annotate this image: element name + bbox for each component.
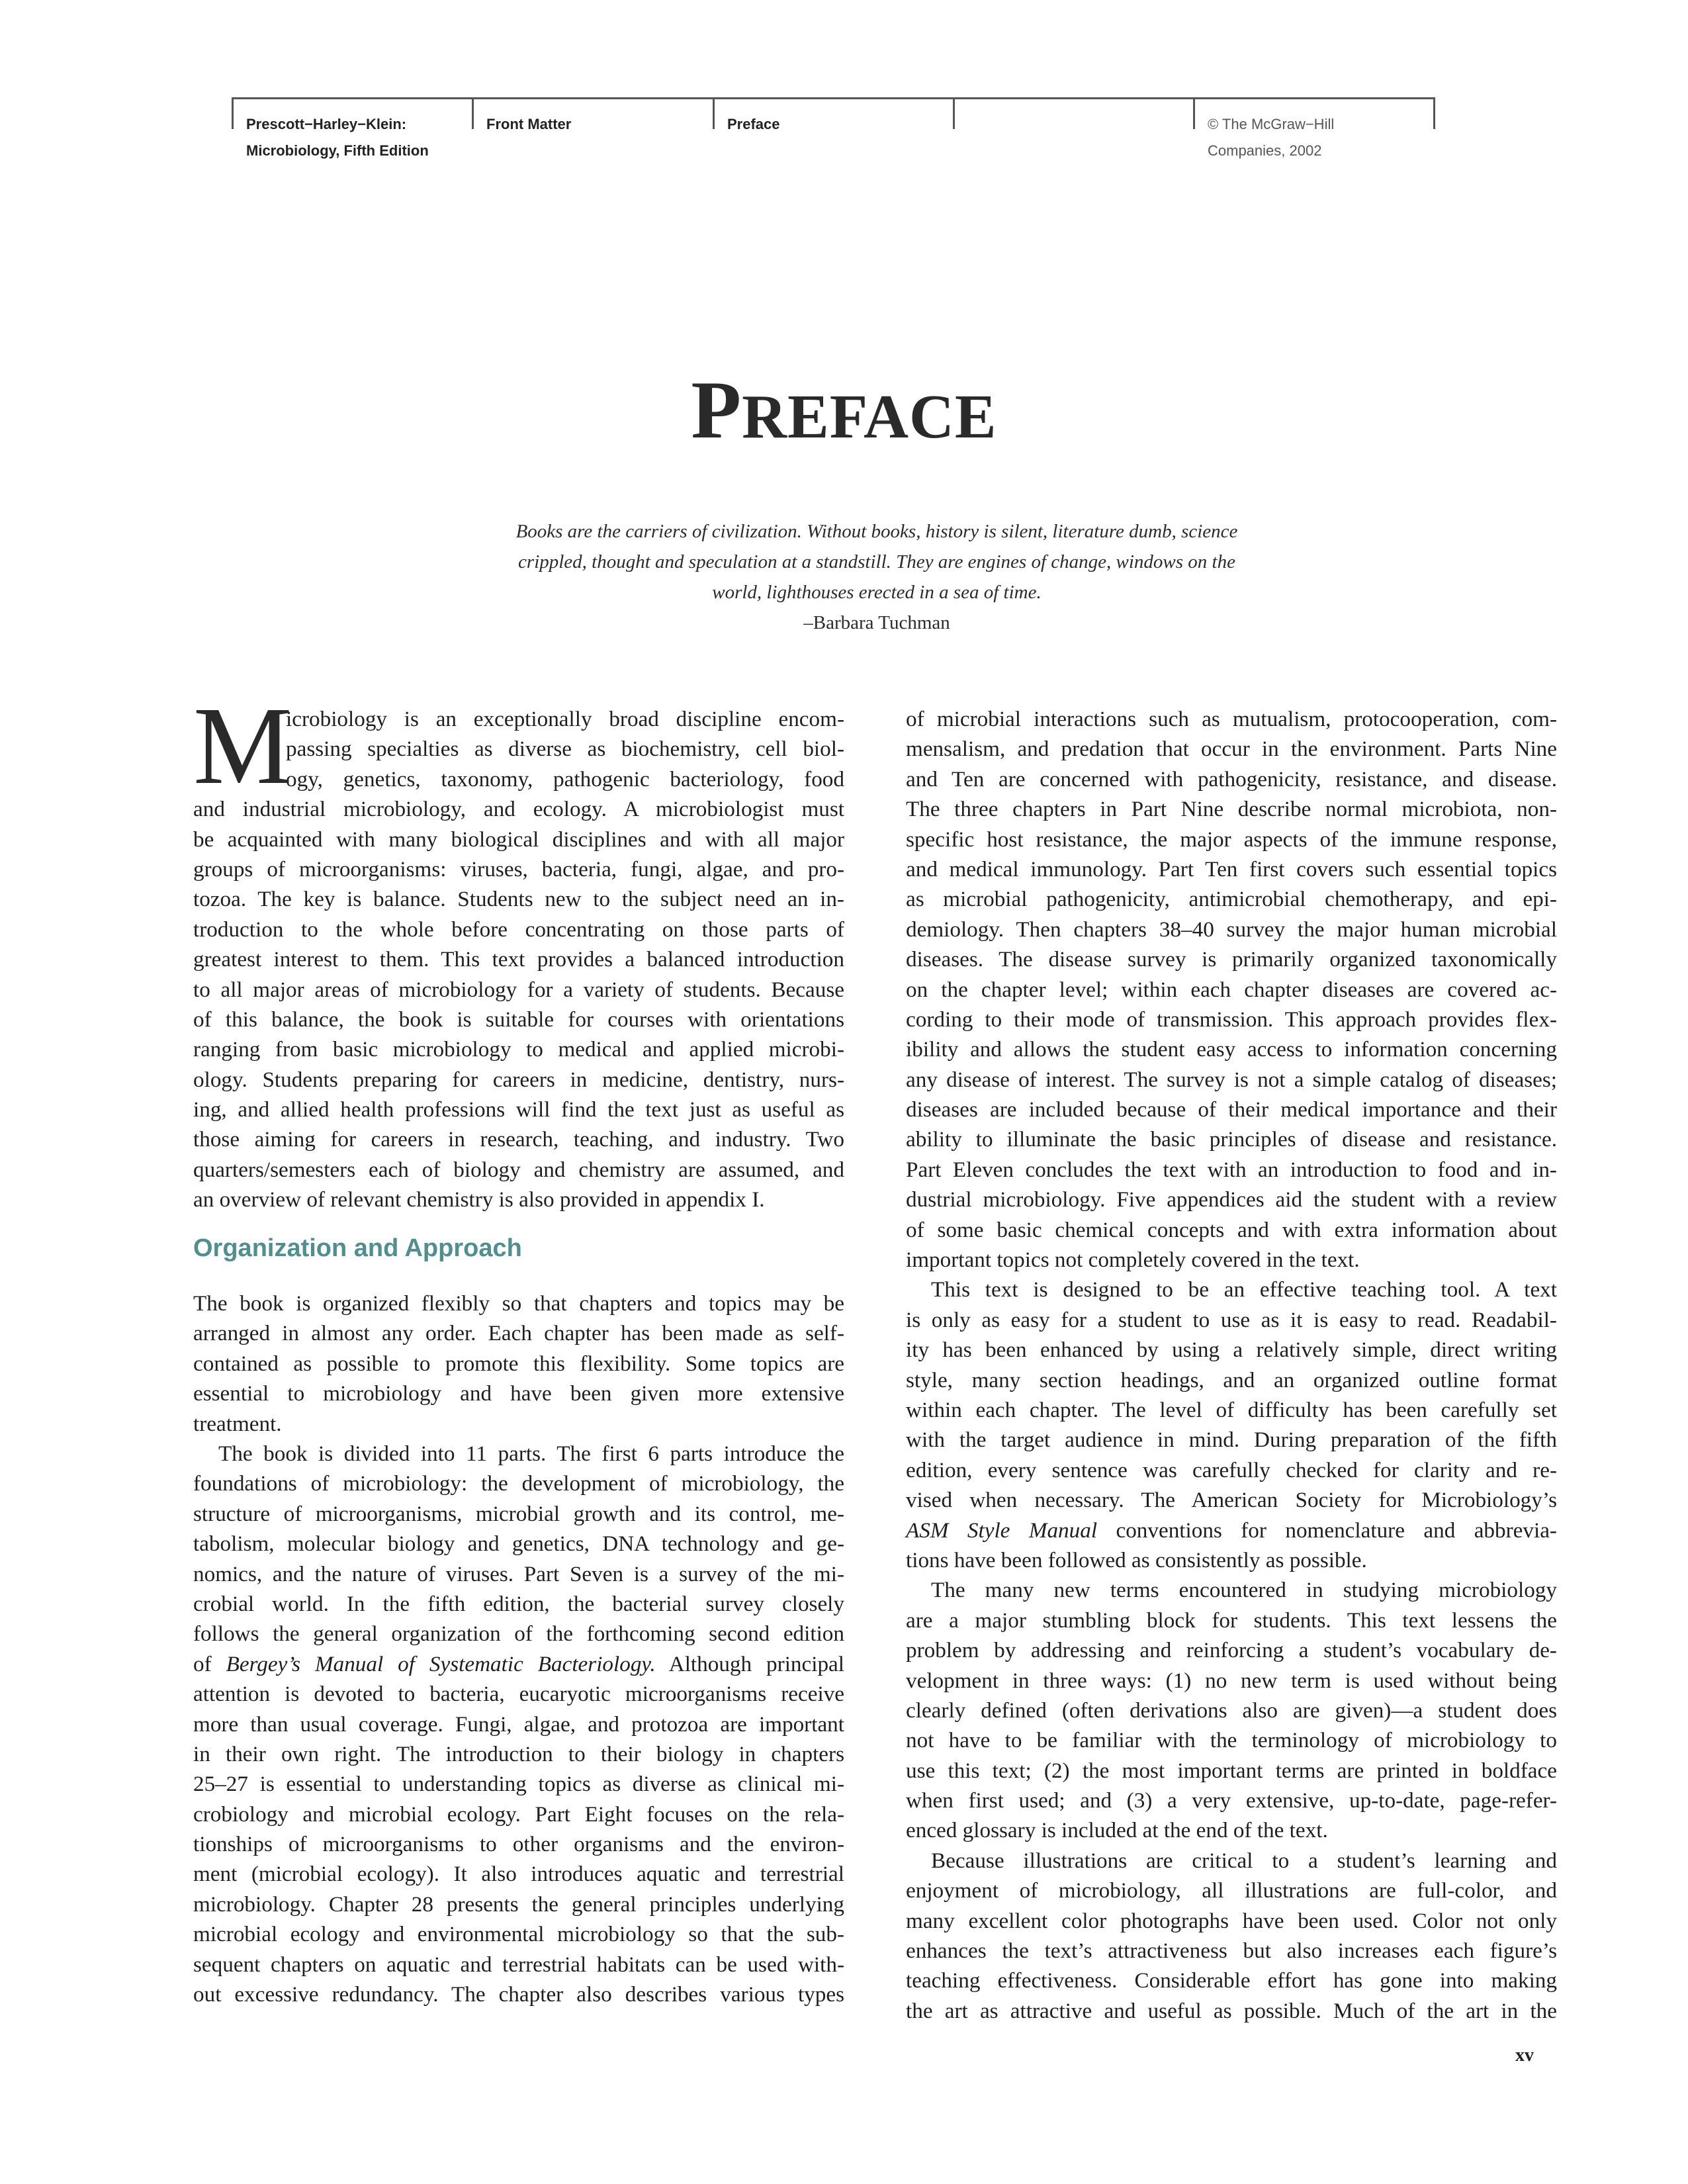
- text-line: The many new terms encountered in studying microbiology: [931, 1578, 1557, 1603]
- text-line: tabolism, molecular biology and genetics, DNA technology and ge-: [193, 1531, 844, 1557]
- text-line: is only as easy for a student to use as it is easy to read. Readabil-: [906, 1307, 1557, 1332]
- text-run: Although principal: [668, 1651, 844, 1676]
- text-line: and Ten are concerned with pathogenicity, resistance, and disease.: [906, 766, 1557, 792]
- text-line: ibility and allows the student easy access to information concerning: [906, 1037, 1557, 1062]
- teaching-tool-paragraph: [906, 1275, 1557, 1575]
- text-line: important topics not completely covered in the text.: [906, 1248, 1360, 1273]
- text-run: of: [193, 1651, 212, 1676]
- header-book-title: Microbiology, Fifth Edition: [246, 142, 429, 159]
- page-title: [0, 367, 1688, 460]
- header-divider: [953, 97, 955, 129]
- parts-paragraph: [193, 1439, 844, 2009]
- text-line: any disease of interest. The survey is not a simple catalog of diseases;: [906, 1067, 1557, 1092]
- text-line: specific host resistance, the major aspects of the immune response,: [906, 827, 1557, 852]
- text-line: microbiology. Chapter 28 presents the general principles underlying: [193, 1891, 844, 1917]
- header-authors: Prescott−Harley−Klein:: [246, 116, 407, 132]
- text-line: velopment in three ways: (1) no new term is used without being: [906, 1668, 1557, 1693]
- text-line: [193, 1649, 844, 1679]
- right-column: [906, 704, 1557, 2026]
- text-line: Part Eleven concludes the text with an introduction to food and in-: [906, 1157, 1557, 1182]
- text-line: to all major areas of microbiology for a variety of students. Because: [193, 977, 844, 1002]
- header-divider: [1433, 97, 1435, 129]
- page-number: xv: [1515, 2045, 1534, 2066]
- text-line: on the chapter level; within each chapter diseases are covered ac-: [906, 977, 1557, 1002]
- text-line: enjoyment of microbiology, all illustrations are full-color, and: [906, 1878, 1557, 1903]
- text-line: ogy, genetics, taxonomy, pathogenic bacteriology, food: [286, 766, 844, 792]
- text-line: out excessive redundancy. The chapter also describes various types: [193, 1982, 844, 2007]
- text-line: structure of microorganisms, microbial growth and its control, me-: [193, 1501, 844, 1526]
- book-title-italic: Bergey’s Manual of Systematic Bacteriology.: [226, 1651, 656, 1676]
- text-line: teaching effectiveness. Considerable effort has gone into making: [906, 1968, 1557, 1993]
- text-line: diseases are included because of their medical importance and their: [906, 1097, 1557, 1122]
- text-line: mensalism, and predation that occur in the environment. Parts Nine: [906, 737, 1557, 762]
- copyright-line: © The McGraw−Hill: [1208, 116, 1335, 132]
- text-line: style, many section headings, and an organized outline format: [906, 1367, 1557, 1392]
- text-line: within each chapter. The level of difficulty has been carefully set: [906, 1397, 1557, 1422]
- style-manual-italic: ASM Style Manual: [906, 1518, 1098, 1543]
- text-line: are a major stumbling block for students. This text lessens the: [906, 1608, 1557, 1633]
- copyright-line: Companies, 2002: [1208, 142, 1322, 159]
- text-line: with the target audience in mind. During preparation of the fifth: [906, 1428, 1557, 1453]
- text-line: The book is divided into 11 parts. The first 6 parts introduce the: [218, 1441, 844, 1466]
- text-line: groups of microorganisms: viruses, bacteria, fungi, algae, and pro-: [193, 856, 844, 882]
- header-divider: [232, 97, 234, 129]
- drop-cap: M: [193, 684, 292, 807]
- header-divider: [1193, 97, 1195, 129]
- text-line: [906, 1516, 1557, 1545]
- header-rule: [232, 97, 1435, 99]
- text-line: crobiology and microbial ecology. Part Eight focuses on the rela-: [193, 1801, 844, 1827]
- text-line: ability to illuminate the basic principles of disease and resistance.: [906, 1127, 1557, 1152]
- text-line: an overview of relevant chemistry is also provided in appendix I.: [193, 1187, 765, 1212]
- text-line: icrobiology is an exceptionally broad discipline encom-: [286, 707, 844, 731]
- text-line: The book is organized flexibly so that chapters and topics may be: [193, 1291, 844, 1316]
- text-line: attention is devoted to bacteria, eucaryotic microorganisms receive: [193, 1682, 844, 1707]
- text-line: dustrial microbiology. Five appendices aid the student with a review: [906, 1187, 1557, 1212]
- left-column: [193, 684, 844, 2009]
- text-line: treatment.: [193, 1411, 282, 1436]
- text-line: not have to be familiar with the terminology of microbiology to: [906, 1728, 1557, 1753]
- text-line: crobial world. In the fifth edition, the bacterial survey closely: [193, 1591, 844, 1616]
- text-line: tionships of microorganisms to other organisms and the environ-: [193, 1832, 844, 1857]
- text-line: contained as possible to promote this flexibility. Some topics are: [193, 1351, 844, 1376]
- text-line: foundations of microbiology: the development of microbiology, the: [193, 1471, 844, 1496]
- text-line: The three chapters in Part Nine describe normal microbiota, non-: [906, 797, 1557, 822]
- header-chapter: Preface: [727, 116, 780, 132]
- epigraph: [450, 516, 1304, 638]
- epigraph-line: crippled, thought and speculation at a standstill. They are engines of change, windows on the: [518, 551, 1235, 572]
- header-divider: [472, 97, 474, 129]
- text-line: This text is designed to be an effective teaching tool. A text: [931, 1277, 1557, 1302]
- organization-paragraph: [193, 1289, 844, 1439]
- text-line: the art as attractive and useful as possible. Much of the art in the: [906, 1998, 1557, 2023]
- text-line: ing, and allied health professions will find the text just as useful as: [193, 1097, 844, 1122]
- text-line: ment (microbial ecology). It also introduces aquatic and terrestrial: [193, 1862, 844, 1887]
- section-heading: Organization and Approach: [193, 1234, 522, 1262]
- text-line: edition, every sentence was carefully checked for clarity and re-: [906, 1457, 1557, 1482]
- header-part: Front Matter: [486, 116, 572, 132]
- text-line: ology. Students preparing for careers in medicine, dentistry, nurs-: [193, 1067, 844, 1092]
- text-line: passing specialties as diverse as biochemistry, cell biol-: [286, 737, 844, 762]
- illustrations-paragraph: [906, 1846, 1557, 2026]
- text-line: many excellent color photographs have been used. Color not only: [906, 1908, 1557, 1933]
- text-line: ranging from basic microbiology to medical and applied microbi-: [193, 1037, 844, 1062]
- text-line: arranged in almost any order. Each chapter has been made as self-: [193, 1321, 844, 1346]
- epigraph-attribution: –Barbara Tuchman: [803, 612, 950, 633]
- text-line: microbial ecology and environmental microbiology so that the sub-: [193, 1922, 844, 1947]
- text-run: conventions for nomenclature and abbrevia-: [1116, 1518, 1557, 1543]
- text-line: clearly defined (often derivations also are given)—a student does: [906, 1698, 1557, 1723]
- text-line: more than usual coverage. Fungi, algae, and protozoa are important: [193, 1711, 844, 1737]
- epigraph-line: Books are the carriers of civilization. Without books, history is silent, literature dumb, science: [515, 521, 1238, 542]
- text-line: Because illustrations are critical to a student’s learning and: [931, 1848, 1557, 1873]
- text-line: in their own right. The introduction to their biology in chapters: [193, 1741, 844, 1766]
- text-line: enced glossary is included at the end of the text.: [906, 1818, 1328, 1843]
- text-line: follows the general organization of the forthcoming second edition: [193, 1621, 844, 1647]
- text-line: vised when necessary. The American Society for Microbiology’s: [906, 1488, 1557, 1513]
- text-line: and industrial microbiology, and ecology. A microbiologist must: [193, 797, 844, 822]
- text-line: ity has been enhanced by using a relatively simple, direct writing: [906, 1338, 1557, 1363]
- text-line: as microbial pathogenicity, antimicrobial chemotherapy, and epi-: [906, 887, 1557, 912]
- text-line: problem by addressing and reinforcing a student’s vocabulary de-: [906, 1638, 1557, 1663]
- text-line: greatest interest to them. This text provides a balanced introduction: [193, 947, 844, 972]
- header-divider: [713, 97, 715, 129]
- text-line: and medical immunology. Part Ten first covers such essential topics: [906, 856, 1557, 882]
- text-line: be acquainted with many biological disciplines and with all major: [193, 827, 844, 852]
- title-initial: P: [691, 365, 742, 455]
- text-line: when first used; and (3) a very extensive, up-to-date, page-refer-: [906, 1788, 1557, 1813]
- text-line: of some basic chemical concepts and with extra information about: [906, 1217, 1557, 1242]
- text-line: cording to their mode of transmission. This approach provides flex-: [906, 1007, 1557, 1032]
- text-line: those aiming for careers in research, teaching, and industry. Two: [193, 1127, 844, 1152]
- text-line: tozoa. The key is balance. Students new to the subject need an in-: [193, 887, 844, 912]
- header-book-info: [246, 111, 429, 164]
- text-line: quarters/semesters each of biology and chemistry are assumed, and: [193, 1157, 844, 1182]
- text-line: essential to microbiology and have been given more extensive: [193, 1381, 844, 1406]
- text-line: enhances the text’s attractiveness but also increases each figure’s: [906, 1938, 1557, 1964]
- epigraph-line: world, lighthouses erected in a sea of time.: [712, 582, 1042, 603]
- text-line: tions have been followed as consistently as possible.: [906, 1547, 1367, 1572]
- text-line: troduction to the whole before concentrating on those parts of: [193, 917, 844, 942]
- text-line: sequent chapters on aquatic and terrestrial habitats can be used with-: [193, 1952, 844, 1977]
- text-line: of microbial interactions such as mutualism, protocooperation, com-: [906, 707, 1557, 731]
- intro-paragraph: [193, 684, 844, 1215]
- text-line: diseases. The disease survey is primarily organized taxonomically: [906, 947, 1557, 972]
- text-line: 25–27 is essential to understanding topics as diverse as clinical mi-: [193, 1772, 844, 1797]
- vocabulary-paragraph: [906, 1575, 1557, 1846]
- continued-paragraph: [906, 704, 1557, 1275]
- text-line: nomics, and the nature of viruses. Part Seven is a survey of the mi-: [193, 1561, 844, 1586]
- title-rest: REFACE: [742, 383, 997, 451]
- text-line: demiology. Then chapters 38–40 survey the major human microbial: [906, 917, 1557, 942]
- header-copyright: [1208, 111, 1334, 164]
- text-line: of this balance, the book is suitable for courses with orientations: [193, 1007, 844, 1032]
- text-line: use this text; (2) the most important terms are printed in boldface: [906, 1758, 1557, 1783]
